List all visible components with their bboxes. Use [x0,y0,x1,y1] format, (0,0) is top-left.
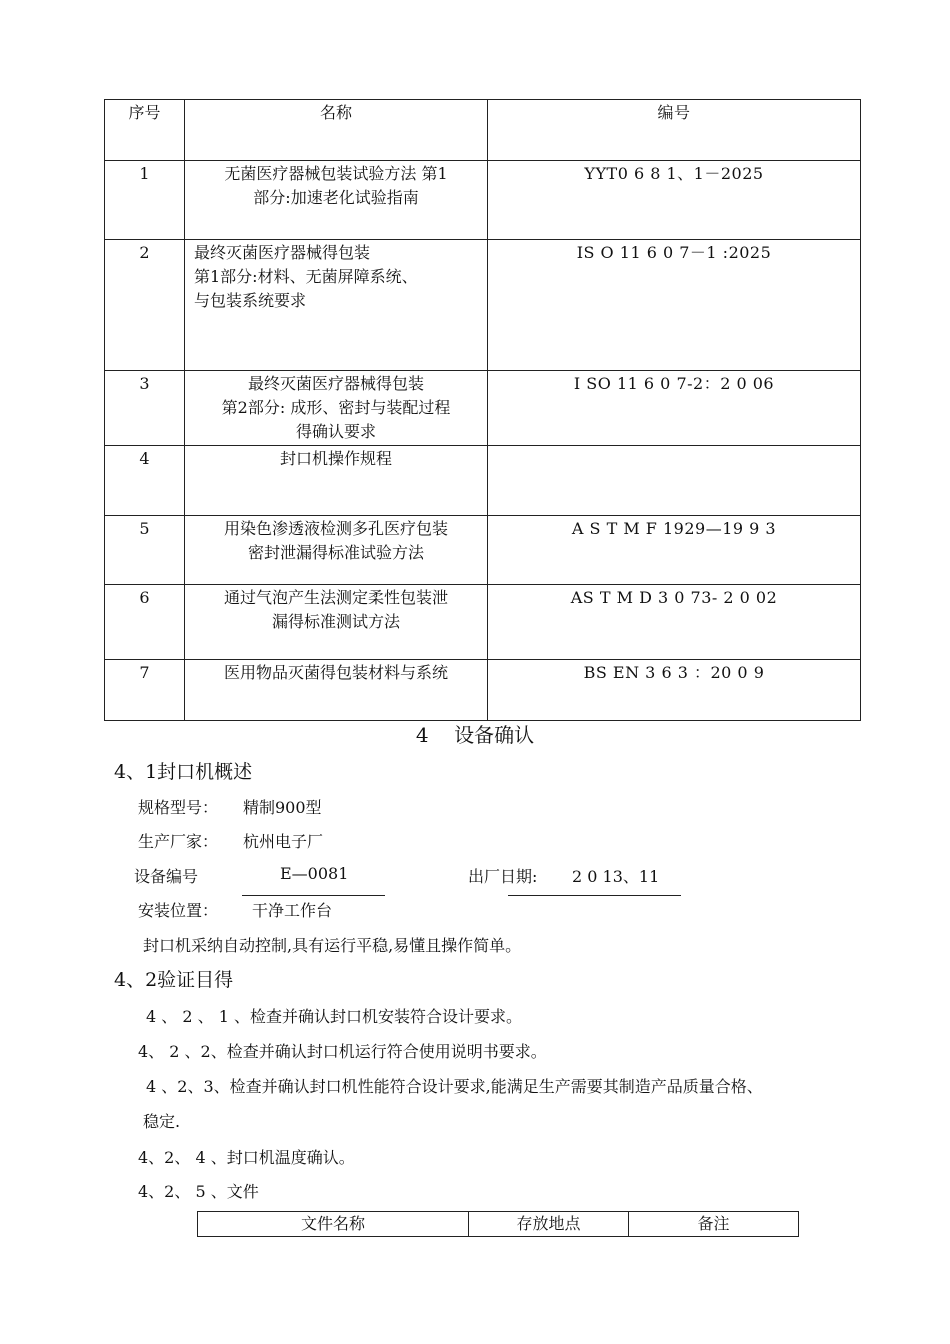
row-no: 4 [105,446,185,516]
overview-desc: 封口机采纳自动控制,具有运行平稳,易懂且操作简单。 [143,936,522,955]
row-name-line: 与包装系统要求 [194,291,307,310]
row-name-line: 第2部分: 成形、密封与装配过程 [221,398,451,417]
row-name-line: 通过气泡产生法测定柔性包装泄 [223,588,448,607]
row-name-line: 无菌医疗器械包装试验方法 第1 [224,164,448,183]
date-underline [508,895,681,896]
row-name-line: 最终灭菌医疗器械得包装 [247,374,424,393]
file-header-name: 文件名称 [198,1212,469,1237]
row-name-line: 封口机操作规程 [279,449,392,468]
row-code: IS O 11 6 0 7－1 :2025 [488,240,861,371]
row-name [185,161,488,240]
row-name-line: 第1部分:材料、无菌屏障系统、 [194,267,418,286]
file-table-header [198,1212,799,1237]
row-name-line: 最终灭菌医疗器械得包装 [194,243,371,262]
spec-label: 规格型号： [138,798,219,817]
table-row [105,240,861,371]
row-name-line: 漏得标准测试方法 [271,612,400,631]
location-label: 安装位置： [138,901,219,920]
spec-value: 精制900型 [243,798,322,817]
maker-label: 生产厂家： [138,832,219,851]
table-row [105,585,861,660]
purpose-item: 4、 2 、2、检查并确认封口机运行符合使用说明书要求。 [138,1042,547,1061]
purpose-title: 4、2验证目得 [114,969,234,991]
standards-table [104,99,861,721]
row-no: 2 [105,240,185,371]
file-header-remark: 备注 [629,1212,799,1237]
row-name [185,585,488,660]
row-name-line: 用染色渗透液检测多孔医疗包装 [223,519,448,538]
row-name-line: 医用物品灭菌得包装材料与系统 [223,663,448,682]
row-name [185,446,488,516]
row-no: 1 [105,161,185,240]
purpose-item: 4 、 2 、 1 、检查并确认封口机安装符合设计要求。 [146,1007,522,1026]
maker-value: 杭州电子厂 [243,832,324,851]
table-row [105,516,861,585]
date-value: 2 0 13、11 [572,867,660,886]
row-no: 3 [105,371,185,446]
row-name [185,516,488,585]
purpose-item: 4 、2、3、检查并确认封口机性能符合设计要求,能满足生产需要其制造产品质量合格、 [146,1077,763,1096]
row-name-line: 部分:加速老化试验指南 [253,188,419,207]
row-name-line: 密封泄漏得标准试验方法 [247,543,424,562]
row-name [185,371,488,446]
row-code: YYT0 6 8 1、1－2025 [488,161,861,240]
table-row [105,446,861,516]
file-table [197,1211,799,1237]
header-code: 编号 [488,100,861,161]
table-row [105,161,861,240]
standards-table-header [105,100,861,161]
purpose-item: 4、2、 4 、封口机温度确认。 [138,1148,355,1167]
date-label: 出厂日期: [468,867,538,886]
table-row [105,660,861,721]
header-no: 序号 [105,100,185,161]
row-code: A S T M F 1929—19 9 3 [488,516,861,585]
row-no: 6 [105,585,185,660]
row-name-line: 得确认要求 [295,422,376,441]
equip-no-underline [242,895,385,896]
purpose-item: 4、2、 5 、文件 [138,1182,259,1201]
overview-title: 4、1封口机概述 [114,761,253,783]
row-no: 5 [105,516,185,585]
row-code: I SO 11 6 0 7-2：2 0 06 [488,371,861,446]
row-no: 7 [105,660,185,721]
row-code: AS T M D 3 0 73- 2 0 02 [488,585,861,660]
file-header-location: 存放地点 [469,1212,629,1237]
table-row [105,371,861,446]
purpose-item: 稳定. [143,1112,181,1131]
section-title: 4 设备确认 [415,723,535,747]
row-code: BS EN 3 6 3 ：20 0 9 [488,660,861,721]
location-value: 干净工作台 [252,901,333,920]
row-name [185,240,488,371]
row-code [488,446,861,516]
row-name [185,660,488,721]
equip-no-label: 设备编号 [134,867,199,886]
header-name: 名称 [185,100,488,161]
equip-no-value: E—0081 [280,864,349,883]
